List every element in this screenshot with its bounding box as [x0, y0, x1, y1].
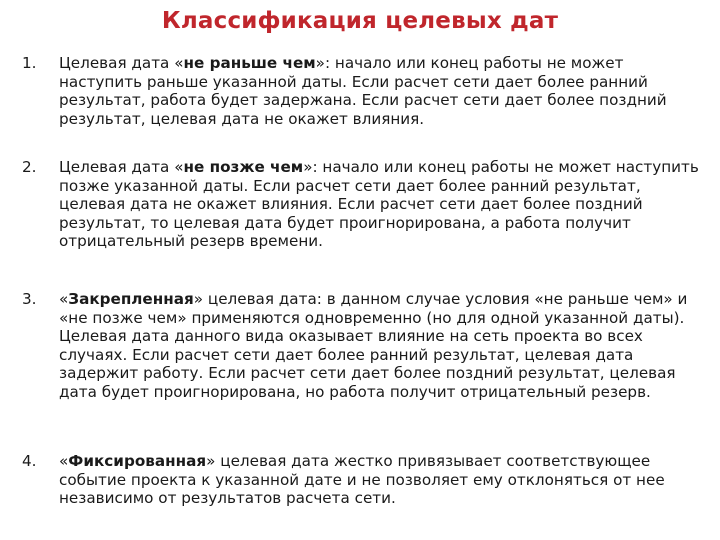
item-text-post: »: начало или конец работы не может наступить позже указанной даты. Если расчет сети дает более ранний результат, целевая дата не окажет влияния. Если расчет сети дает более поздний результат, то целевая дата будет проигнорирована, а работа получит отрицательный резерв времени. — [59, 158, 699, 251]
list-item-2 — [22, 158, 702, 251]
item-text-pre: Целевая дата « — [59, 158, 184, 176]
item-number: 3. — [22, 290, 37, 308]
item-text-post: »: начало или конец работы не может наступить раньше указанной даты. Если расчет сети дает более ранний результат, работа будет задержана. Если расчет сети дает более поздний результат, целевая дата не окажет влияния. — [59, 54, 667, 128]
list-item-1 — [22, 54, 702, 128]
item-text — [59, 290, 702, 402]
item-text-bold: Закрепленная — [68, 290, 194, 308]
item-text-bold: Фиксированная — [68, 452, 207, 470]
item-text — [59, 54, 702, 128]
item-text-bold: не позже чем — [183, 158, 304, 176]
item-text-post: » целевая дата: в данном случае условия «не раньше чем» и «не позже чем» применяются одновременно (но для одной указанной даты). Целевая дата данного вида оказывает влияние на сеть проекта во всех случаях. Если расчет сети дает более ранний результат, целевая дата задержит работу. Если расчет сети дает более поздний результат, целевая дата будет проигнорирована, но работа получит отрицательный резерв. — [59, 290, 688, 401]
item-number: 2. — [22, 158, 37, 176]
item-text-pre: « — [59, 452, 69, 470]
item-text-pre: « — [59, 290, 69, 308]
item-text — [59, 452, 702, 508]
item-text-post: » целевая дата жестко привязывает соответствующее событие проекта к указанной дате и не позволяет ему отклоняться от нее независимо от результатов расчета сети. — [59, 452, 665, 508]
item-text-pre: Целевая дата « — [59, 54, 184, 72]
item-text-bold: не раньше чем — [183, 54, 316, 72]
list-item-3 — [22, 290, 702, 402]
item-text — [59, 158, 702, 251]
item-number: 1. — [22, 54, 37, 72]
slide-title: Классификация целевых дат — [161, 8, 559, 34]
list-item-4 — [22, 452, 702, 508]
item-number: 4. — [22, 452, 37, 470]
